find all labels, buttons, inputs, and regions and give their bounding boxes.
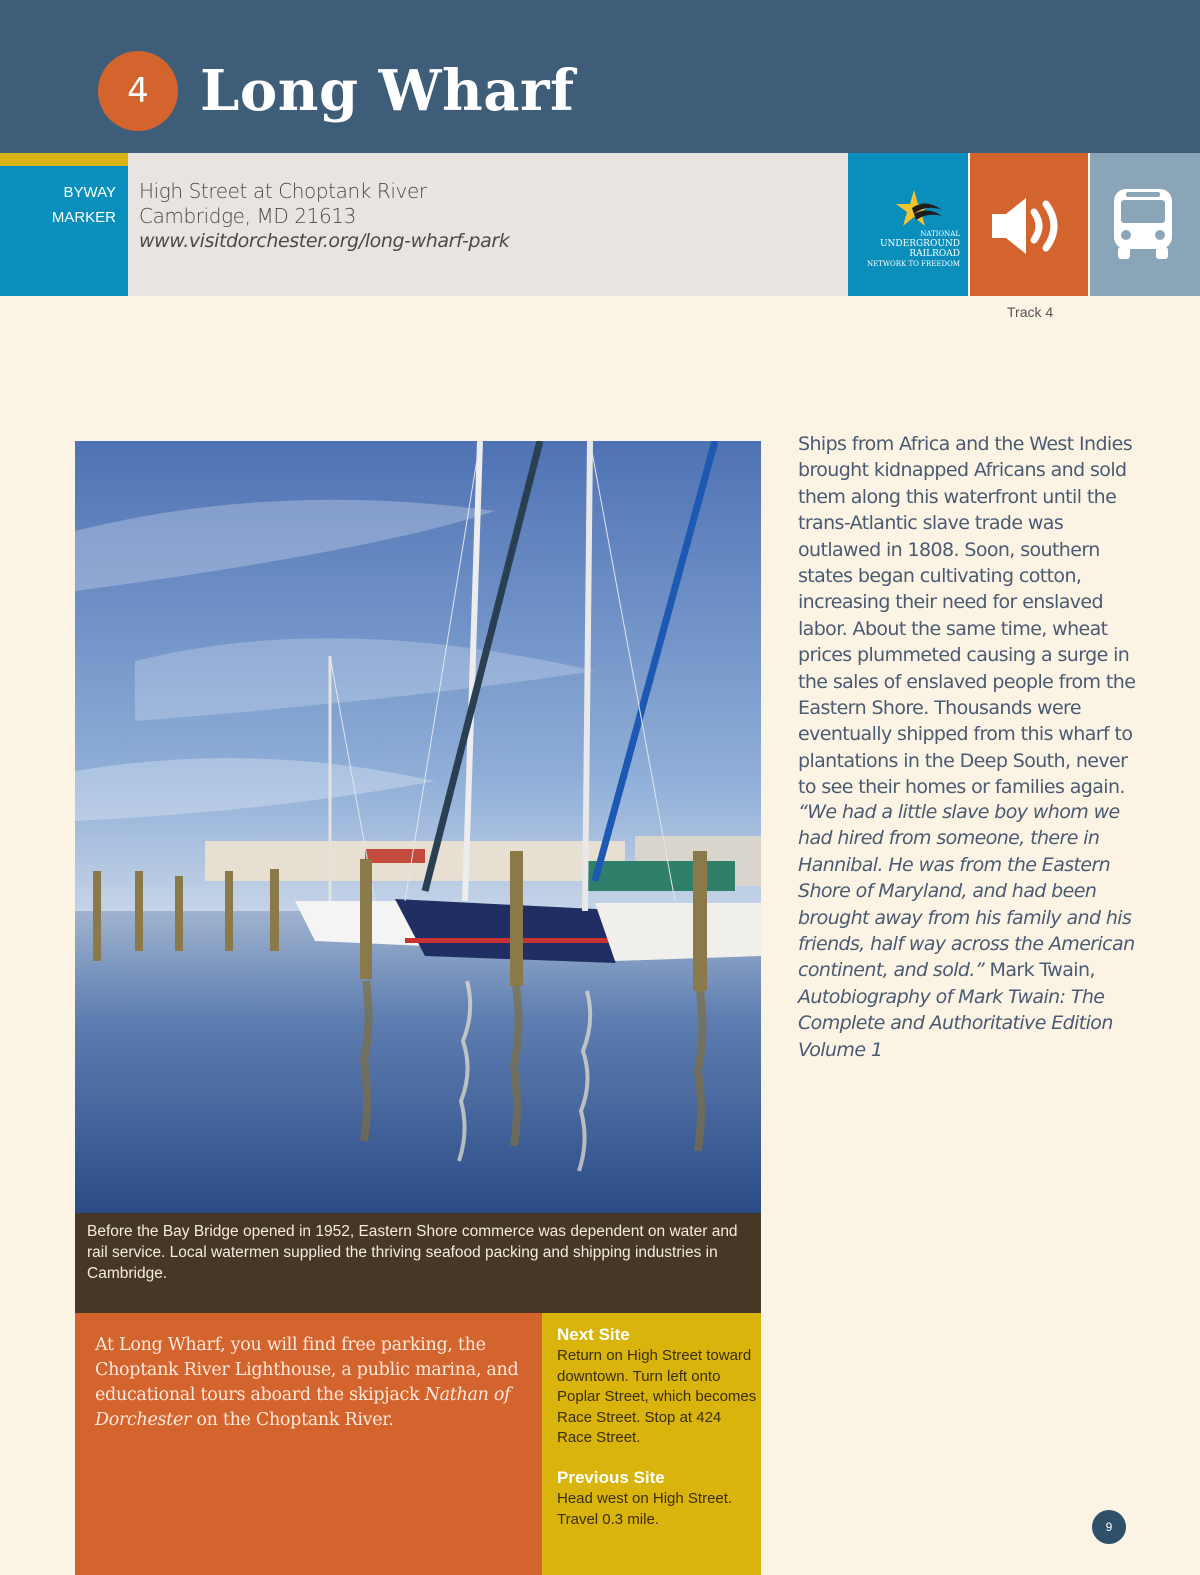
ugrr-logo-text	[848, 229, 960, 269]
quote-text: “We had a little slave boy whom we had hired from someone, there in Hannibal. He was from the Eastern Shore of Maryland, and had been brought away from his family and his friends, half way across the American continent, and sold.”	[798, 801, 1135, 982]
ugrr-line1: NATIONAL	[920, 230, 960, 238]
yellow-accent-bar	[0, 153, 128, 166]
website-link[interactable]: www.visitdorchester.org/long-wharf-park	[139, 230, 510, 252]
amenities-text	[95, 1333, 525, 1433]
address-box	[128, 153, 848, 296]
history-paragraph: Ships from Africa and the West Indies brought kidnapped Africans and sold them along this waterfront until the trans-Atlantic slave trade was outlawed in 1808. Soon, southern states began cultivating cotton, increasing their need for enslaved labor. About the same time, wheat prices plummeted causing a surge in the sales of enslaved people from the Eastern Shore. Thousands were eventually shipped from this wharf to plantations in the Deep South, never to see their homes or families again.	[798, 433, 1136, 799]
star-logo-icon	[896, 190, 944, 232]
ugrr-line2: UNDERGROUND RAILROAD	[879, 239, 960, 259]
speaker-icon	[992, 196, 1068, 256]
previous-site-heading: Previous Site	[557, 1468, 665, 1487]
amenities-text-end: on the Choptank River.	[191, 1410, 394, 1430]
next-site-directions: Return on High Street toward downtown. Turn left onto Poplar Street, which becomes Race Street. Stop at 424 Race Street.	[557, 1347, 757, 1446]
byway-marker-box	[0, 153, 128, 296]
city-address: Cambridge, MD 21613	[139, 204, 356, 228]
audio-track-button[interactable]	[970, 153, 1088, 296]
byway-label-line2: MARKER	[51, 209, 116, 226]
quote-source: Autobiography of Mark Twain: The Complete and Authoritative Edition Volume 1	[798, 985, 1113, 1061]
ugrr-line3: NETWORK TO FREEDOM	[866, 260, 960, 268]
ugrr-logo-box	[848, 153, 968, 296]
harbor-photo	[75, 441, 761, 1213]
transit-info-button[interactable]	[1090, 153, 1200, 296]
quote-author: Mark Twain,	[989, 959, 1095, 982]
sailboat-photo-illustration	[75, 441, 761, 1213]
byway-marker-label	[52, 180, 116, 230]
twain-quote	[798, 799, 1138, 1063]
bus-icon	[1112, 187, 1174, 261]
track-label: Track 4	[1007, 304, 1054, 320]
amenities-text-start: At Long Wharf, you will find free parking, the Choptank River Lighthouse, a public marina, and educational tours aboard the skipjack	[95, 1335, 519, 1405]
amenities-panel	[75, 1313, 542, 1575]
page-number: 9	[1092, 1510, 1126, 1544]
byway-label-line1: BYWAY	[63, 184, 116, 201]
next-site-heading: Next Site	[557, 1325, 630, 1344]
site-number-badge: 4	[98, 51, 178, 131]
photo-caption: Before the Bay Bridge opened in 1952, Eastern Shore commerce was dependent on water and rail service. Local watermen supplied the thriving seafood packing and shipping industries in Cambridge.	[75, 1213, 761, 1313]
street-address: High Street at Choptank River	[139, 179, 427, 203]
page-header	[0, 0, 1200, 153]
previous-site-directions: Head west on High Street. Travel 0.3 mile.	[557, 1490, 733, 1528]
page-title: Long Wharf	[200, 58, 575, 124]
directions-panel	[542, 1313, 761, 1575]
skipjack-name: Nathan of Dorchester	[95, 1385, 511, 1430]
